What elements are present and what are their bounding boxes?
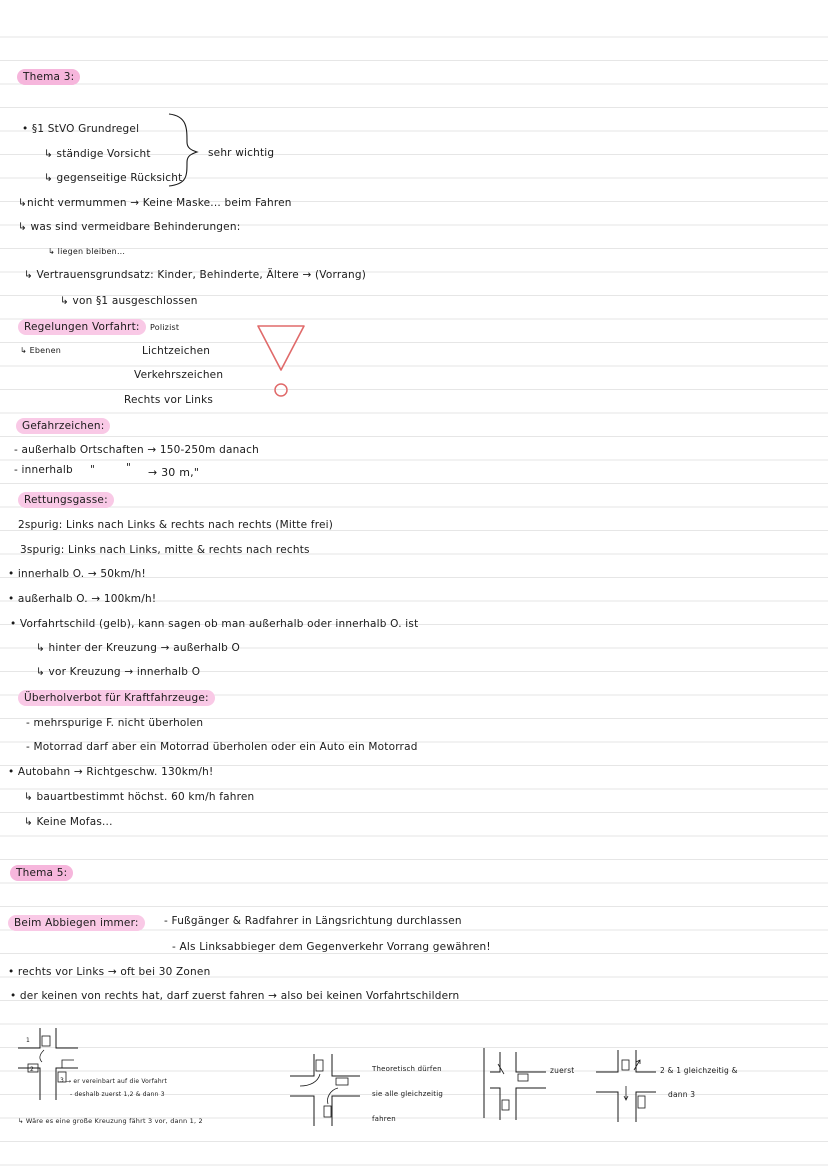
- diagram-note: Theoretisch dürfen: [372, 1065, 442, 1073]
- note-line: ↳ ständige Vorsicht: [44, 148, 151, 160]
- diagram-note: sie alle gleichzeitig: [372, 1090, 444, 1098]
- diagram-note: zuerst: [550, 1066, 575, 1075]
- intersection-diagram-3: [490, 1052, 546, 1120]
- note-line: - Als Linksabbieger dem Gegenverkehr Vorrang gewähren!: [172, 941, 491, 953]
- note-line: • Vorfahrtschild (gelb), kann sagen ob man außerhalb oder innerhalb O. ist: [10, 618, 419, 630]
- note-line: ↳ hinter der Kreuzung → außerhalb O: [36, 642, 240, 654]
- note-line: ↳ liegen bleiben...: [48, 247, 126, 256]
- note-line: 2spurig: Links nach Links & rechts nach rechts (Mitte frei): [18, 519, 334, 531]
- note-line: • §1 StVO Grundregel: [22, 123, 140, 135]
- section-vorfahrt: Regelungen Vorfahrt:: [18, 319, 146, 335]
- intersection-diagram-2: [290, 1054, 362, 1126]
- note-line: • außerhalb O. → 100km/h!: [8, 593, 157, 605]
- note-line: Polizist: [150, 323, 180, 332]
- car-label: 1: [26, 1037, 31, 1044]
- section-ueberholverbot: Überholverbot für Kraftfahrzeuge:: [18, 690, 215, 706]
- note-line: ↳ vor Kreuzung → innerhalb O: [36, 666, 201, 678]
- section-abbiegen: Beim Abbiegen immer:: [8, 915, 145, 931]
- note-line: ↳nicht vermummen → Keine Maske... beim Fahren: [18, 197, 292, 209]
- note-line: 3spurig: Links nach Links, mitte & rechts nach rechts: [20, 544, 310, 556]
- ditto-mark: ": [90, 464, 96, 476]
- note-line: • rechts vor Links → oft bei 30 Zonen: [8, 966, 211, 978]
- note-line: - Fußgänger & Radfahrer in Längsrichtung durchlassen: [164, 915, 462, 927]
- brace-note: sehr wichtig: [208, 147, 275, 159]
- diagram-note: dann 3: [668, 1090, 696, 1099]
- diagram-divider: [482, 1048, 486, 1118]
- note-line: Verkehrszeichen: [134, 369, 224, 381]
- note-line: • Autobahn → Richtgeschw. 130km/h!: [8, 766, 214, 778]
- yield-sign-icon: [256, 324, 308, 400]
- note-line: Rechts vor Links: [124, 394, 214, 406]
- note-line: ↳ was sind vermeidbare Behinderungen:: [18, 221, 241, 233]
- diagram-note: → er vereinbart auf die Vorfahrt: [66, 1078, 168, 1085]
- note-line: - innerhalb: [14, 464, 73, 476]
- diagram-note: ↳ Wäre es eine große Kreuzung fährt 3 vor, dann 1, 2: [18, 1117, 203, 1125]
- note-line: - mehrspurige F. nicht überholen: [26, 717, 204, 729]
- note-line: ↳ gegenseitige Rücksicht: [44, 172, 183, 184]
- diagram-note: - deshalb zuerst 1,2 & dann 3: [70, 1091, 165, 1098]
- section-gefahrzeichen: Gefahrzeichen:: [16, 418, 110, 434]
- note-line: - Motorrad darf aber ein Motorrad überholen oder ein Auto ein Motorrad: [26, 741, 418, 753]
- note-line: - außerhalb Ortschaften → 150-250m danach: [14, 444, 259, 456]
- note-line: ↳ Ebenen: [20, 346, 61, 355]
- diagram-note: 2 & 1 gleichzeitig &: [660, 1066, 738, 1075]
- note-line: • der keinen von rechts hat, darf zuerst fahren → also bei keinen Vorfahrtschildern: [10, 990, 460, 1002]
- note-line: Lichtzeichen: [142, 345, 211, 357]
- note-line: ↳ Keine Mofas...: [24, 816, 113, 828]
- note-line: ↳ Vertrauensgrundsatz: Kinder, Behinderte, Ältere → (Vorrang): [24, 269, 366, 281]
- note-line: → 30 m,": [148, 466, 200, 479]
- note-line: • innerhalb O. → 50km/h!: [8, 568, 146, 580]
- ditto-mark: ": [126, 462, 132, 474]
- car-label: 2: [30, 1066, 35, 1073]
- thema5-heading: Thema 5:: [10, 865, 73, 881]
- thema3-heading: Thema 3:: [17, 69, 80, 85]
- note-line: ↳ von §1 ausgeschlossen: [60, 295, 198, 307]
- curly-brace: [165, 112, 205, 188]
- car-label: 3: [60, 1077, 65, 1084]
- section-rettungsgasse: Rettungsgasse:: [18, 492, 114, 508]
- note-line: ↳ bauartbestimmt höchst. 60 km/h fahren: [24, 791, 255, 803]
- intersection-diagram-4: [596, 1050, 656, 1122]
- diagram-note: fahren: [372, 1115, 396, 1123]
